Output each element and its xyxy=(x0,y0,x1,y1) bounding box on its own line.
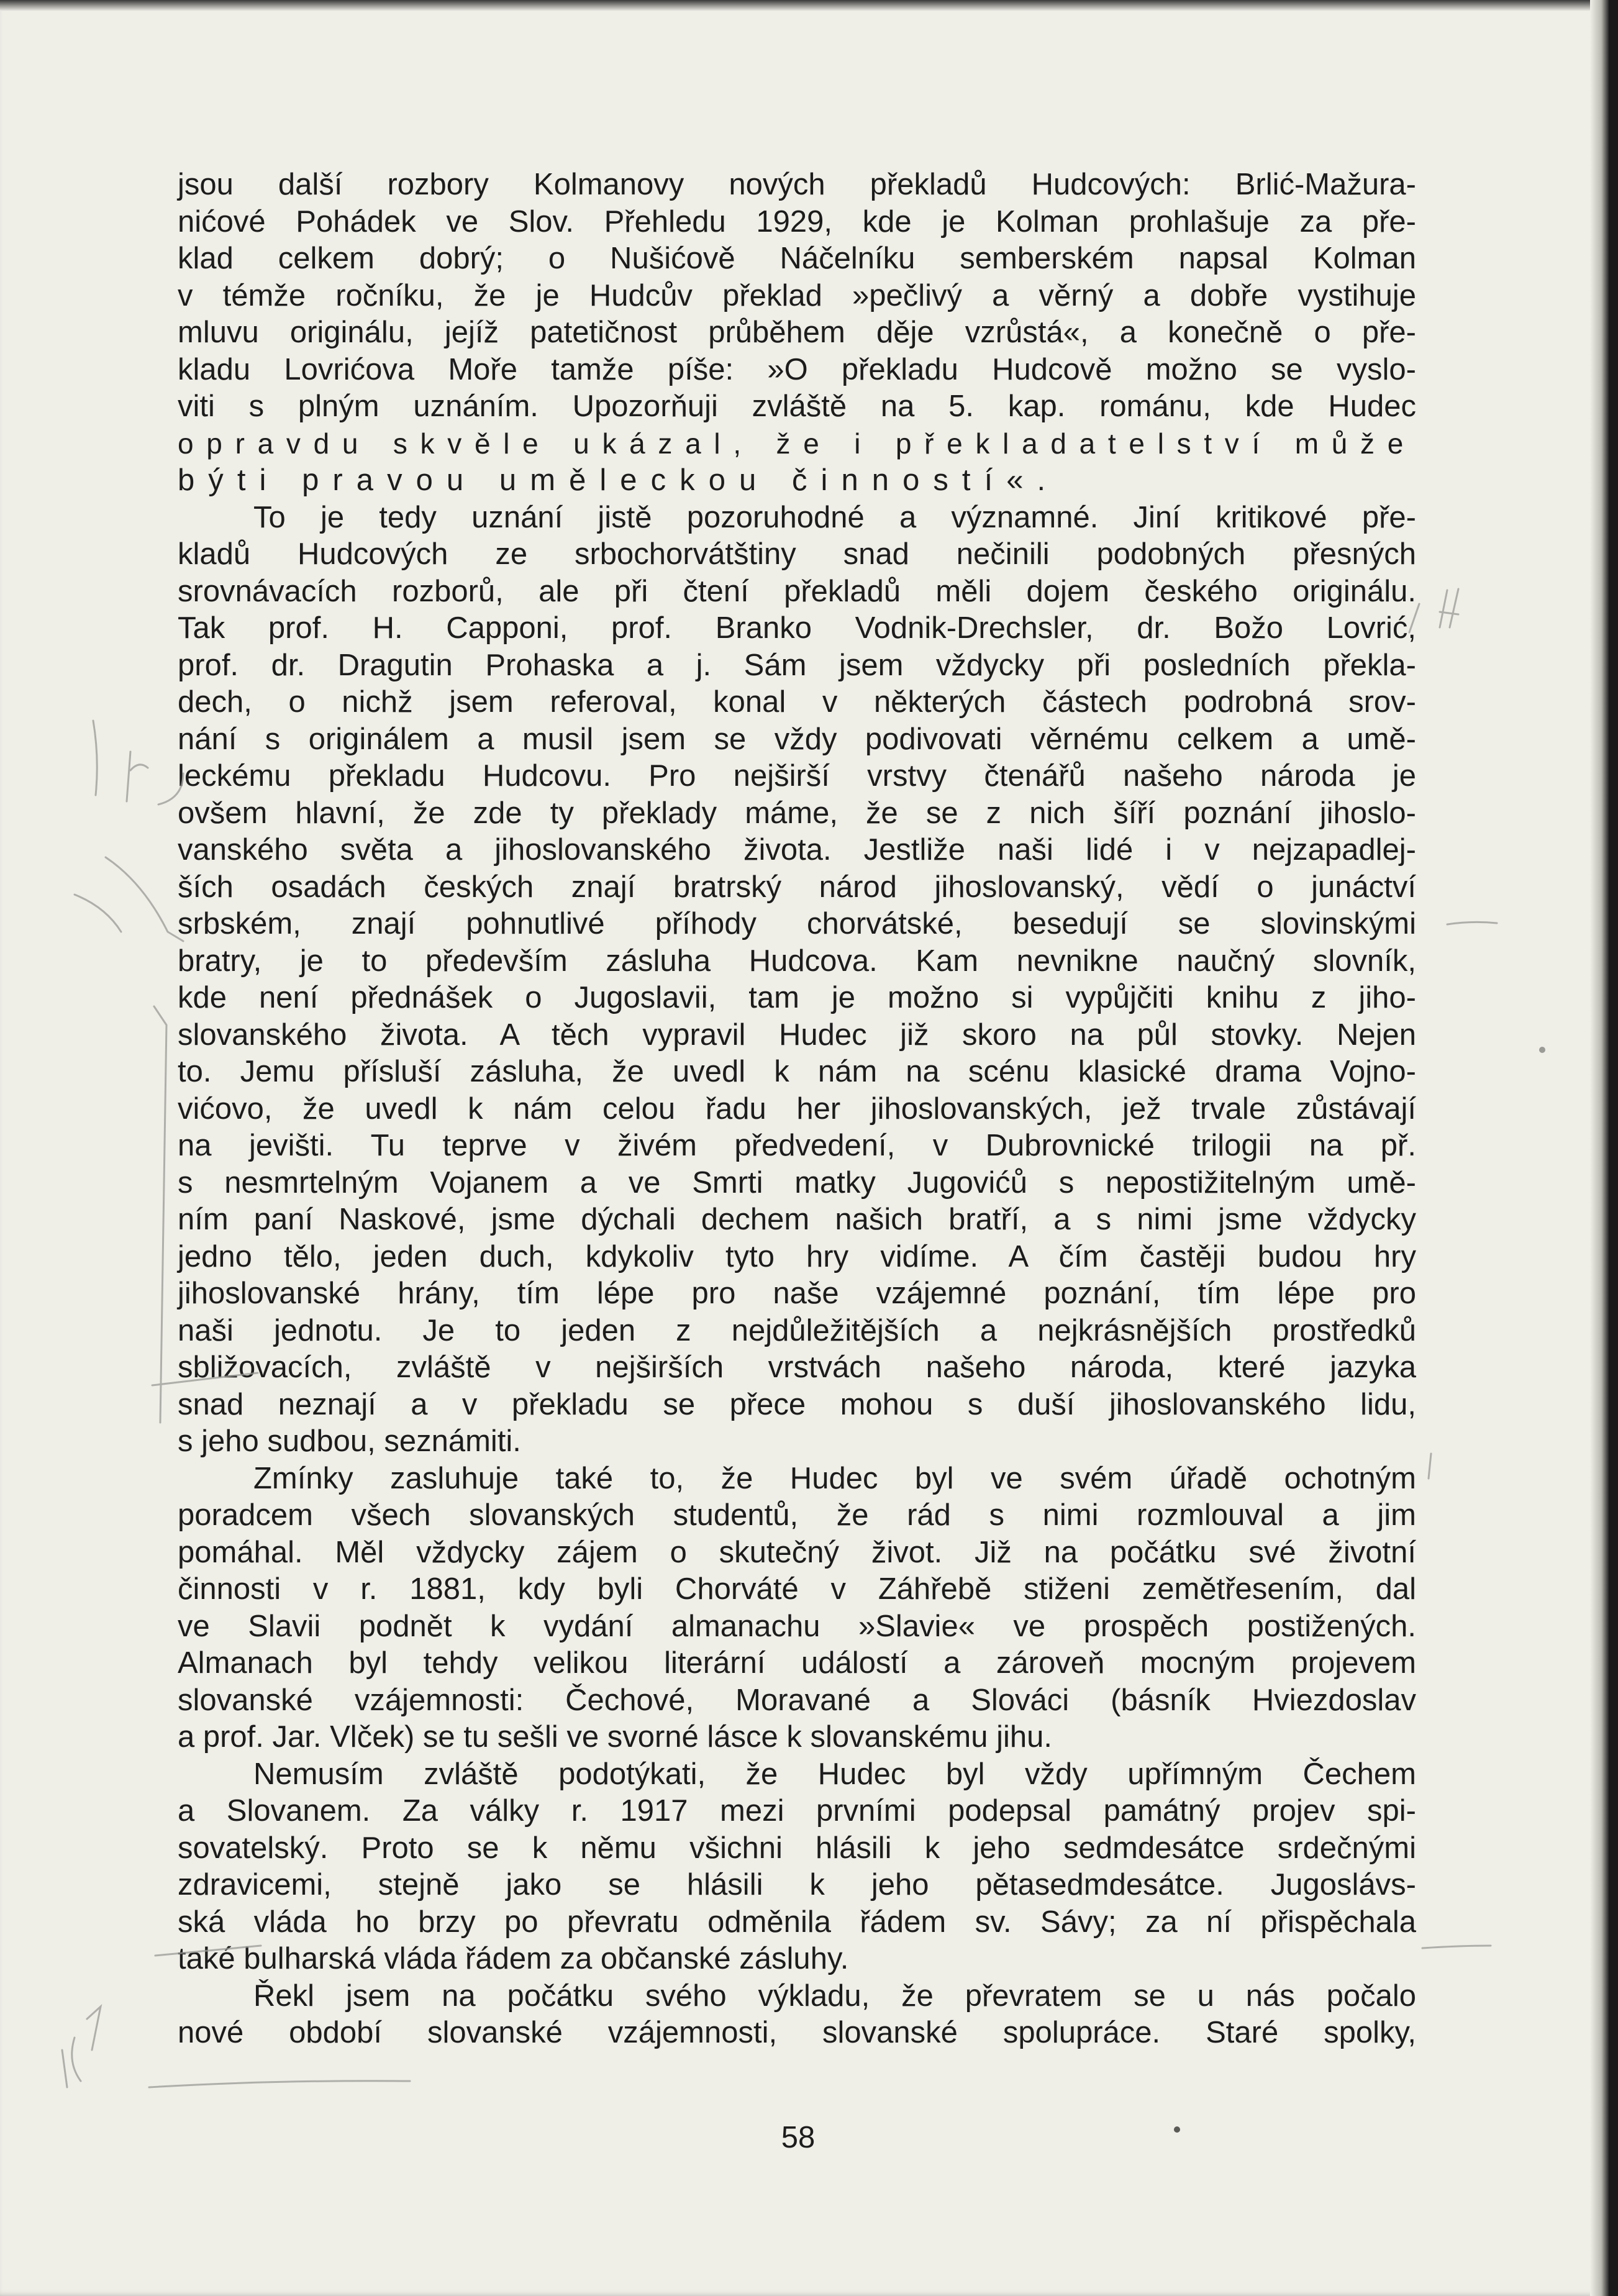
text-line: Tak prof. H. Capponi, prof. Branko Vodnik-Drechsler, dr. Božo Lovrić, xyxy=(178,611,1416,645)
text-line: jihoslovanské hrány, tím lépe pro naše vzájemné poznání, tím lépe pro xyxy=(178,1277,1416,1310)
text-line: prof. dr. Dragutin Prohaska a j. Sám jsem vždycky při posledních překla- xyxy=(178,648,1416,682)
text-line-spaced: býti pravou uměleckou činností«. xyxy=(178,463,1060,497)
text-line: v témže ročníku, že je Hudcův překlad »pečlivý a věrný a dobře vystihuje xyxy=(178,278,1416,312)
text-line: sbližovacích, zvláště v nejširších vrstvách našeho národa, které jazyka xyxy=(178,1351,1416,1384)
text-line: kladu Lovrićova Moře tamže píše: »O překladu Hudcově možno se vyslo- xyxy=(178,352,1416,386)
text-line: jedno tělo, jeden duch, kdykoliv tyto hry vidíme. A čím častěji budou hry xyxy=(178,1239,1416,1273)
text-line: to. Jemu přísluší zásluha, že uvedl k nám na scénu klasické drama Vojno- xyxy=(178,1055,1416,1088)
text-line: bratry, je to především zásluha Hudcova. Kam nevnikne naučný slovník, xyxy=(178,944,1416,978)
text-line: nićové Pohádek ve Slov. Přehledu 1929, kde je Kolman prohlašuje za pře- xyxy=(178,204,1416,239)
text-line: ská vláda ho brzy po převratu odměnila řádem sv. Sávy; za ní přispěchala xyxy=(178,1905,1416,1939)
text-line: Almanach byl tehdy velikou literární událostí a zároveň mocným projevem xyxy=(178,1646,1416,1680)
text-line: leckému překladu Hudcovu. Pro nejširší vrstvy čtenářů našeho národa je xyxy=(178,759,1416,793)
text-line: na jevišti. Tu teprve v živém předvedení, v Dubrovnické trilogii na př. xyxy=(178,1129,1416,1162)
text-line: s jeho sudbou, seznámiti. xyxy=(178,1424,521,1458)
text-line: srovnávacích rozborů, ale při čtení překladů měli dojem českého originálu. xyxy=(178,574,1416,608)
text-line: kde není přednášek o Jugoslavii, tam je možno si vypůjčiti knihu z jiho- xyxy=(178,981,1416,1014)
text-line: a Slovanem. Za války r. 1917 mezi prvními podepsal památný projev spi- xyxy=(178,1794,1416,1828)
text-line: dech, o nichž jsem referoval, konal v některých částech podrobná srov- xyxy=(178,685,1416,719)
margin-dot xyxy=(1174,2126,1180,2133)
text-line: kladů Hudcových ze srbochorvátštiny snad nečinili podobných přesných xyxy=(178,537,1416,571)
text-line: nové období slovanské vzájemnosti, slovanské spolupráce. Staré spolky, xyxy=(178,2016,1416,2049)
text-line: s nesmrtelným Vojanem a ve Smrti matky Jugovićů s nepostižitelným umě- xyxy=(178,1165,1416,1200)
text-line: zdravicemi, stejně jako se hlásili k jeho pětasedmdesátce. Jugoslávs- xyxy=(178,1868,1416,1902)
text-line: naši jednotu. Je to jeden z nejdůležitějších a nejkrásnějších prostředků xyxy=(178,1313,1416,1347)
text-line: klad celkem dobrý; o Nušićově Náčelníku semberském napsal Kolman xyxy=(178,242,1416,275)
text-line: slovanského života. A těch vypravil Hudec již skoro na půl stovky. Nejen xyxy=(178,1018,1416,1052)
text-line: Zmínky zasluhuje také to, že Hudec byl ve svém úřadě ochotným xyxy=(253,1461,1416,1495)
text-line: činnosti v r. 1881, kdy byli Chorváté v Záhřebě stiženi zemětřesením, dal xyxy=(178,1572,1416,1606)
text-line-spaced: opravdu skvěle ukázal, že i překladatelství může xyxy=(178,427,1416,460)
text-line: viti s plným uznáním. Upozorňuji zvláště na 5. kap. románu, kde Hudec xyxy=(178,390,1416,423)
text-line: sovatelský. Proto se k němu všichni hlásili k jeho sedmdesátce srdečnými xyxy=(178,1831,1416,1865)
text-line: snad neznají a v překladu se přece mohou s duší jihoslovanského lidu, xyxy=(178,1387,1416,1421)
margin-dot xyxy=(1539,1047,1545,1053)
page-number: 58 xyxy=(781,2121,816,2154)
text-line: poradcem všech slovanských studentů, že rád s nimi rozmlouval a jim xyxy=(178,1498,1416,1532)
text-line: ších osadách českých znají bratrský národ jihoslovanský, vědí o junáctví xyxy=(178,870,1416,904)
text-line: a prof. Jar. Vlček) se tu sešli ve svorné lásce k slovanskému jihu. xyxy=(178,1720,1052,1754)
text-line: ovšem hlavní, že zde ty překlady máme, že se z nich šíří poznání jihoslo- xyxy=(178,796,1416,830)
text-line: pomáhal. Měl vždycky zájem o skutečný život. Již na počátku své životní xyxy=(178,1535,1416,1569)
text-line: mluvu originálu, jejíž patetičnost průběhem děje vzrůstá«, a konečně o pře- xyxy=(178,316,1416,349)
text-line: Řekl jsem na počátku svého výkladu, že převratem se u nás počalo xyxy=(253,1979,1416,2013)
text-line: ve Slavii podnět k vydání almanachu »Slavie« ve prospěch postižených. xyxy=(178,1609,1416,1643)
text-line: vanského světa a jihoslovanského života. Jestliže naši lidé i v nejzapadlej- xyxy=(178,833,1416,867)
text-line: srbském, znají pohnutlivé příhody chorvátské, besedují se slovinskými xyxy=(178,907,1416,941)
text-line: slovanské vzájemnosti: Čechové, Moravané a Slováci (básník Hviezdoslav xyxy=(178,1683,1416,1717)
text-line: nání s originálem a musil jsem se vždy podivovati věrnému celkem a umě- xyxy=(178,722,1416,756)
text-line: To je tedy uznání jistě pozoruhodné a významné. Jiní kritikové pře- xyxy=(253,500,1416,534)
text-line: ním paní Naskové, jsme dýchali dechem našich bratří, a s nimi jsme vždycky xyxy=(178,1203,1416,1236)
text-line: jsou další rozbory Kolmanovy nových překladů Hudcových: Brlić-Mažura- xyxy=(178,168,1416,201)
text-line: vićovo, že uvedl k nám celou řadu her jihoslovanských, jež trvale zůstávají xyxy=(178,1091,1416,1126)
text-line: Nemusím zvláště podotýkati, že Hudec byl vždy upřímným Čechem xyxy=(253,1757,1416,1791)
text-line: také bulharská vláda řádem za občanské zásluhy. xyxy=(178,1942,849,1975)
